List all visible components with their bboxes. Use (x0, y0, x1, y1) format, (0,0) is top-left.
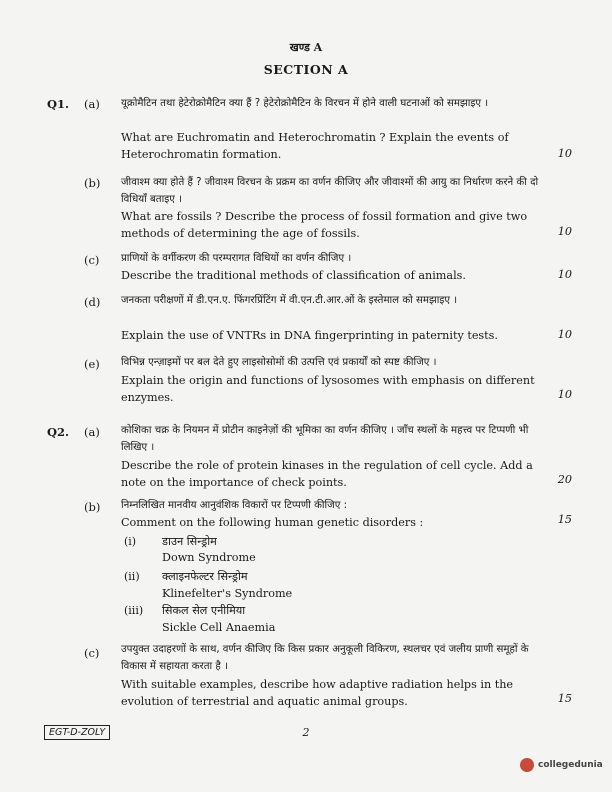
question-text-hindi: जीवाश्म क्या होते हैं ? जीवाश्म विरचन के प्रक्रम का वर्णन कीजिए और जीवाश्मों की आयु का निर्धारण करने की दो विधियाँ बताइए । (121, 177, 539, 205)
part-label: (b) (84, 176, 101, 190)
section-hindi-heading: खण्ड A (289, 41, 323, 54)
question-text-hindi: विभिन्न एन्ज़ाइमों पर बल देते हुए लाइसोसोमों की उत्पत्ति एवं प्रकार्यों को स्पष्ट कीजिए । (121, 357, 437, 368)
question-text-hindi: कोशिका चक्र के नियमन में प्रोटीन काइनेज़ों की भूमिका का वर्णन कीजिए । जाँच स्थलों के महत्त्व पर टिप्पणी भी लिखिए । (121, 425, 529, 453)
logo-text: collegedunia (538, 760, 603, 770)
marks: 15 (557, 513, 572, 526)
question-number: Q2. (47, 425, 70, 439)
question-text-hindi: प्राणियों के वर्गीकरण की परम्परागत विधियों का वर्णन कीजिए । (121, 253, 352, 264)
part-label: (c) (84, 253, 100, 267)
sub-item-number: (i) (124, 535, 137, 548)
section-heading: SECTION A (263, 62, 349, 77)
sub-item-hindi: क्लाइनफेल्टर सिन्ड्रोम (162, 570, 248, 583)
marks: 15 (557, 692, 572, 705)
sub-item-hindi: सिकल सेल एनीमिया (162, 604, 246, 617)
part-label: (c) (84, 646, 100, 660)
question-text-english: What are fossils ? Describe the process of fossil formation and give two methods of determining the age of fossils. (121, 210, 528, 240)
question-text-english: Explain the use of VNTRs in DNA fingerprinting in paternity tests. (121, 329, 498, 342)
question-text-hindi: निम्नलिखित मानवीय आनुवंशिक विकारों पर टिप्पणी कीजिए : (121, 500, 348, 511)
marks: 10 (557, 268, 572, 281)
page-number: 2 (302, 726, 310, 739)
question-text-hindi: उपयुक्त उदाहरणों के साथ, वर्णन कीजिए कि किस प्रकार अनुकूली विकिरण, स्थलचर एवं जलीय प्राणी समूहों के विकास में सहायता करता है । (121, 644, 529, 672)
marks: 10 (557, 328, 572, 341)
sub-item-number: (ii) (124, 570, 140, 583)
sub-item-english: Down Syndrome (162, 551, 256, 564)
question-number: Q1. (47, 97, 70, 111)
marks: 10 (557, 147, 572, 160)
marks: 10 (557, 388, 572, 401)
part-label: (a) (84, 425, 100, 439)
part-label: (b) (84, 500, 101, 514)
part-label: (d) (84, 295, 101, 309)
sub-item-english: Klinefelter's Syndrome (162, 587, 293, 600)
paper-code: EGT-D-ZOLY (44, 725, 110, 740)
watermark-logo (520, 758, 603, 772)
question-text-english: What are Euchromatin and Heterochromatin ? Explain the events of Heterochromatin formation. (121, 131, 509, 161)
question-text-hindi: यूक्रोमैटिन तथा हेटेरोक्रोमैटिन क्या हैं ? हेटेरोक्रोमैटिन के विरचन में होने वाली घटनाओं को समझाइए । (121, 98, 489, 109)
question-text-hindi: जनकता परीक्षणों में डी.एन.ए. फिंगरप्रिंटिंग में वी.एन.टी.आर.ओं के इस्तेमाल को समझाइए । (121, 295, 458, 306)
marks: 20 (557, 473, 572, 486)
sub-item-hindi: डाउन सिन्ड्रोम (162, 535, 217, 548)
logo-icon (520, 758, 534, 772)
sub-item-number: (iii) (124, 604, 144, 617)
part-label: (a) (84, 97, 100, 111)
marks: 10 (557, 225, 572, 238)
question-text-english: Describe the role of protein kinases in the regulation of cell cycle. Add a note on the importance of check points. (121, 459, 533, 489)
sub-item-english: Sickle Cell Anaemia (162, 621, 276, 634)
question-text-english: Comment on the following human genetic disorders : (121, 516, 424, 529)
question-text-english: Explain the origin and functions of lysosomes with emphasis on different enzymes. (121, 374, 535, 404)
question-text-english: Describe the traditional methods of classification of animals. (121, 269, 466, 282)
question-text-english: With suitable examples, describe how adaptive radiation helps in the evolution of terrestrial and aquatic animal groups. (121, 678, 514, 708)
part-label: (e) (84, 357, 100, 371)
